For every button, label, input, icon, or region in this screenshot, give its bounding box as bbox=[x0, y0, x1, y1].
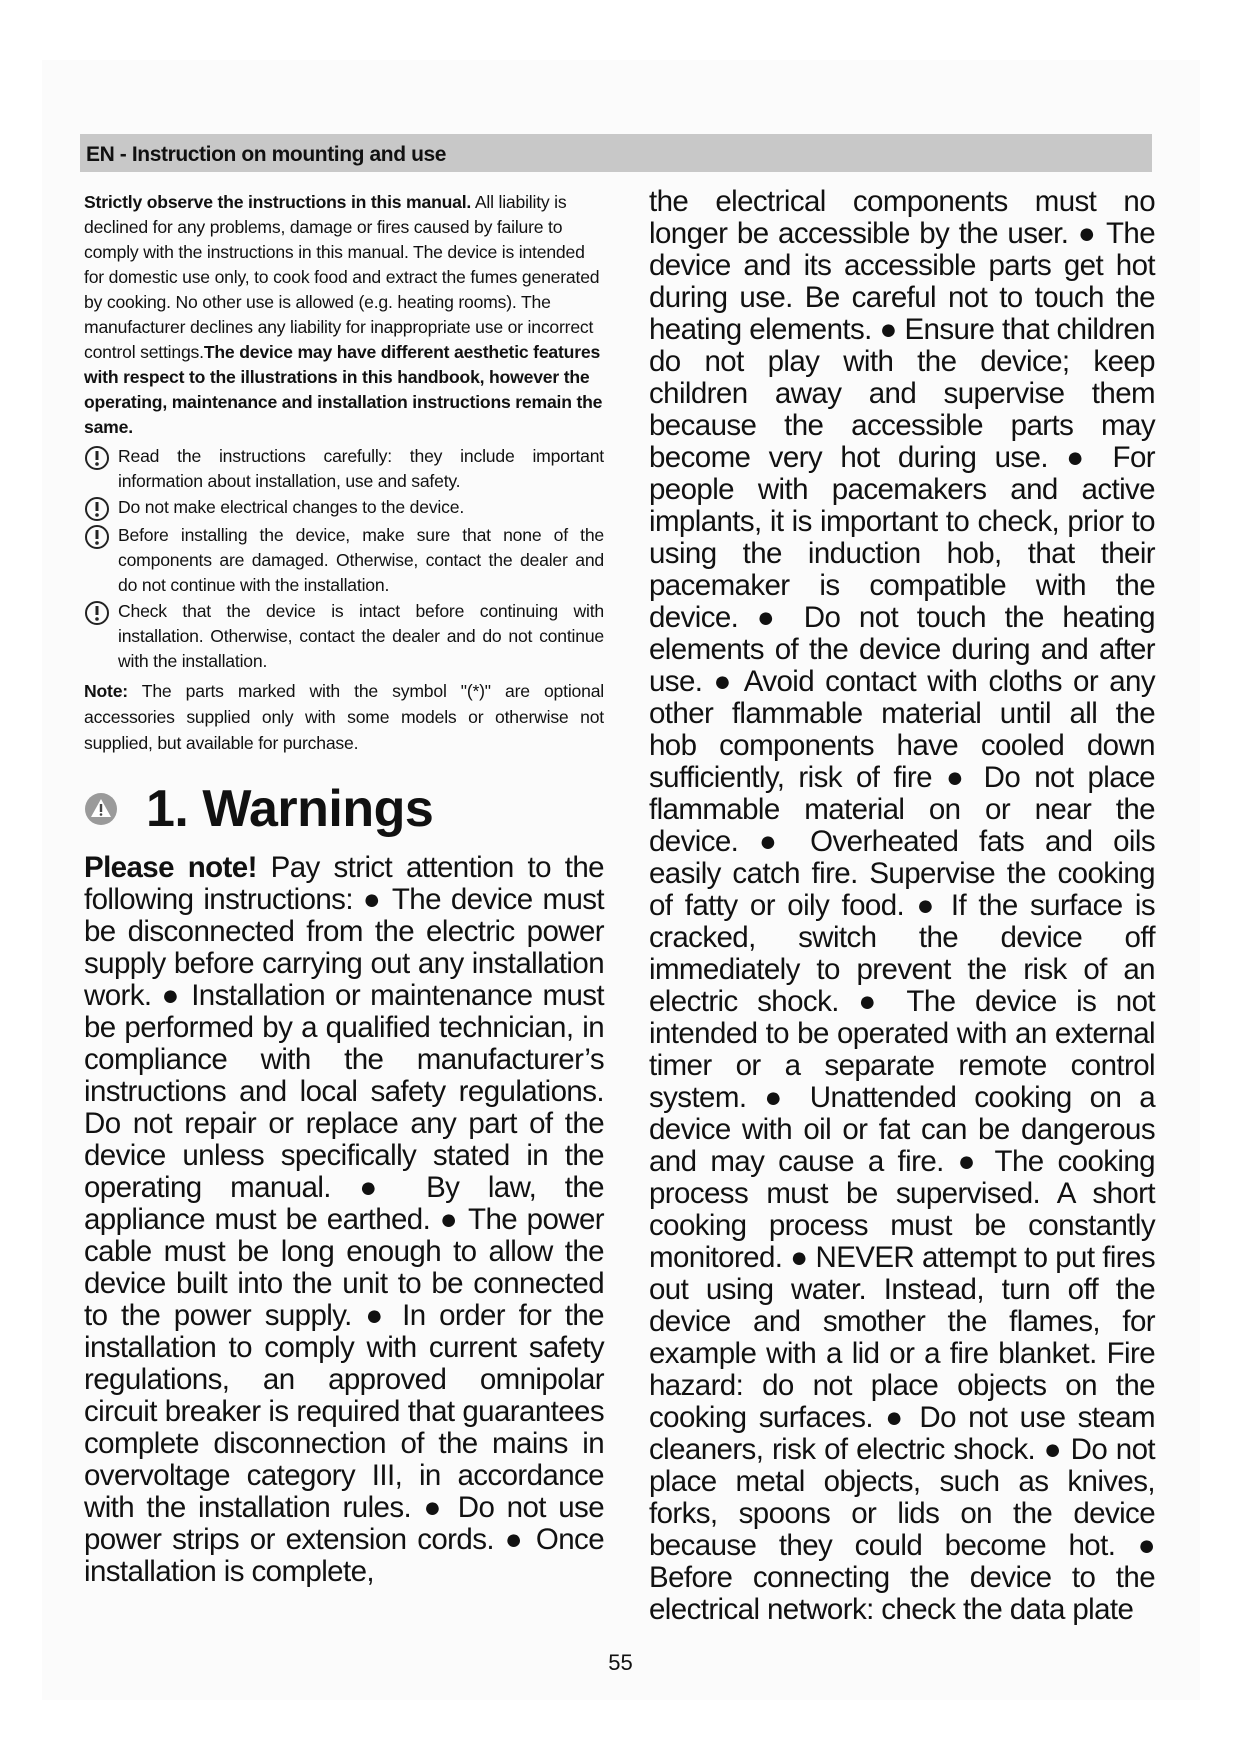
note-label: Note: bbox=[84, 681, 128, 701]
section-header-bar bbox=[80, 134, 1152, 172]
caution-text: Before installing the device, make sure that none of the components are damaged. Otherwise, contact the dealer and do not continue with the installation. bbox=[118, 525, 604, 595]
caution-icon bbox=[84, 445, 110, 471]
caution-item bbox=[84, 599, 604, 674]
right-column bbox=[649, 186, 1155, 1626]
intro-lead: Strictly observe the instructions in this manual. bbox=[84, 192, 472, 212]
caution-icon bbox=[84, 600, 110, 626]
note-text: The parts marked with the symbol "(*)" are optional accessories supplied only with some models or otherwise not supplied, but available for purchase. bbox=[84, 681, 604, 753]
header-title: EN - Instruction on mounting and use bbox=[86, 143, 447, 166]
left-column bbox=[84, 190, 604, 1588]
caution-text: Read the instructions carefully: they include important information about installation, use and safety. bbox=[118, 446, 604, 491]
caution-icon bbox=[84, 524, 110, 550]
please-note-lead: Please note! bbox=[84, 851, 257, 884]
warning-triangle-icon bbox=[84, 792, 118, 826]
warnings-text-left bbox=[84, 852, 604, 1588]
intro-paragraph bbox=[84, 190, 604, 440]
section-heading bbox=[84, 778, 604, 840]
section-title: 1. Warnings bbox=[146, 780, 434, 838]
caution-text: Check that the device is intact before continuing with installation. Otherwise, contact the dealer and do not continue with the installation. bbox=[118, 601, 604, 671]
intro-bold-tail: The device may have different aesthetic features with respect to the illustrations in this handbook, however the operating, maintenance and installation instructions remain the same. bbox=[84, 342, 603, 437]
warnings-text-right: the electrical components must no longer be accessible by the user. ● The device and its accessible parts get hot during use. Be careful not to touch the heating elements. ● Ensure that children do not play with the device; keep children away and supervise them because the accessible parts may become very hot during use. ● For people with pacemakers and active implants, it is important to check, prior to using the induction hob, that their pacemaker is compatible with the device. ● Do not touch the heating elements of the device during and after use. ● Avoid contact with cloths or any other flammable material until all the hob components have cooled down sufficiently, risk of fire ● Do not place flammable material on or near the device. ● Overheated fats and oils easily catch fire. Supervise the cooking of fatty or oily food. ● If the surface is cracked, switch the device off immediately to prevent the risk of an electric shock. ● The device is not intended to be operated with an external timer or a separate remote control system. ● Unattended cooking on a device with oil or fat can be dangerous and may cause a fire. ● The cooking process must be supervised. A short cooking process must be constantly monitored. ● NEVER attempt to put fires out using water. Instead, turn off the device and smother the flames, for example with a lid or a fire blanket. Fire hazard: do not place objects on the cooking surfaces. ● Do not use steam cleaners, risk of electric shock. ● Do not place metal objects, such as knives, forks, spoons or lids on the device because they could become hot. ● Before connecting the device to the electrical network: check the data plate bbox=[649, 185, 1155, 1626]
warnings-left-body: Pay strict attention to the following instructions: ● The device must be disconnected from the electric power supply before carrying out any installation work. ● Installation or maintenance must be performed by a qualified technician, in compliance with the manufacturer’s instructions and local safety regulations. Do not repair or replace any part of the device unless specifically stated in the operating manual. ● By law, the appliance must be earthed. ● The power cable must be long enough to allow the device built into the unit to be connected to the power supply. ● In order for the installation to comply with current safety regulations, an approved omnipolar circuit breaker is required that guarantees complete disconnection of the mains in overvoltage category III, in accordance with the installation rules. ● Do not use power strips or extension cords. ● Once installation is complete, bbox=[84, 851, 604, 1588]
caution-text: Do not make electrical changes to the device. bbox=[118, 497, 465, 517]
note-paragraph bbox=[84, 678, 604, 756]
caution-item bbox=[84, 523, 604, 598]
page-number: 55 bbox=[608, 1650, 633, 1675]
caution-icon bbox=[84, 496, 110, 522]
caution-item bbox=[84, 495, 604, 522]
intro-body: All liability is declined for any problems, damage or fires caused by failure to comply with the instructions in this manual. The device is intended for domestic use only, to cook food and extract the fumes generated by cooking. No other use is allowed (e.g. heating rooms). The manufacturer declines any liability for inappropriate use or incorrect control settings. bbox=[84, 192, 600, 362]
caution-item bbox=[84, 444, 604, 494]
